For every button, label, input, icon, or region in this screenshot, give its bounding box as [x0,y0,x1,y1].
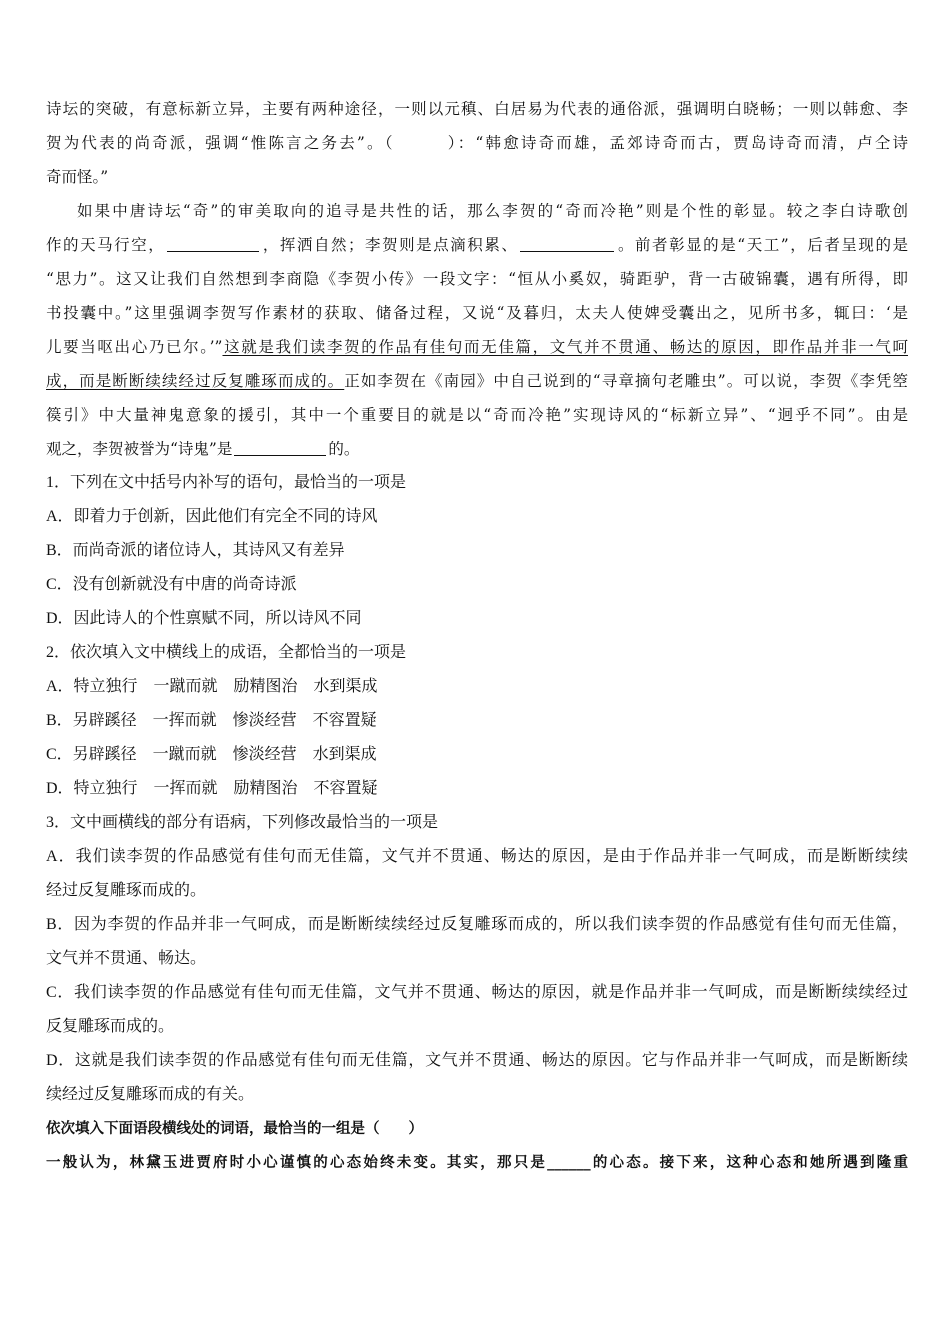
passage-text: 作的天马行空， [46,236,166,254]
option-b[interactable]: B．另辟蹊径 一挥而就 惨淡经营 不容置疑 [46,712,377,729]
fill-blank [520,235,614,252]
option-b-continued[interactable]: 文气并不贯通、畅达。 [46,950,207,967]
passage-line: 书投囊中。”这里强调李贺写作素材的获取、储备过程，又说“及暮归，太夫人使婢受囊出之，见所书多，辄曰：‘是 [46,304,908,322]
option-d-continued[interactable]: 续经过反复雕琢而成的有关。 [46,1086,255,1103]
passage-text: ，挥洒自然；李贺则是点滴积累、 [261,236,519,254]
passage-line: “思力”。这又让我们自然想到李商隐《李贺小传》一段文字：“恒从小奚奴，骑距驴，背一古破锦囊，遇有所得，即 [46,270,908,288]
option-c-continued[interactable]: 反复雕琢而成的。 [46,1018,175,1035]
option-a[interactable]: A．我们读李贺的作品感觉有佳句而无佳篇，文气并不贯通、畅达的原因，是由于作品并非一气呵成，而是断断续续 [46,848,908,865]
option-a[interactable]: A．特立独行 一蹴而就 励精图治 水到渠成 [46,678,378,695]
question-1: 1．下列在文中括号内补写的语句，最恰当的一项是 [46,474,407,491]
fill-blank [167,235,259,252]
passage-line: 贺为代表的尚奇派，强调“惟陈言之务去”。（ ）：“韩愈诗奇而雄，孟郊诗奇而古，贾岛诗奇而清，卢仝诗 [46,134,908,152]
next-question-title: 依次填入下面语段横线处的词语，最恰当的一组是（ ） [46,1121,423,1137]
passage-text: 观之，李贺被誉为“诗鬼”是 [46,440,233,458]
passage-line [46,330,908,364]
option-d[interactable]: D．特立独行 一挥而就 励精图治 不容置疑 [46,780,378,797]
option-c[interactable]: C．我们读李贺的作品感觉有佳句而无佳篇，文气并不贯通、畅达的原因，就是作品并非一气呵成，而是断断续续经过 [46,984,908,1001]
passage-line [46,364,908,398]
passage-text: 一般认为，林黛玉进贾府时小心谨慎的心态始终未变。其实，那只是 [46,1155,548,1171]
passage-text: 儿要当呕出心乃已尔。’” [46,338,223,356]
option-a-continued[interactable]: 经过反复雕琢而成的。 [46,882,207,899]
passage-line: 诗坛的突破，有意标新立异，主要有两种途径，一则以元稹、白居易为代表的通俗派，强调明白晓畅；一则以韩愈、李 [46,100,908,118]
next-question-text [46,1146,908,1180]
passage-text: 的。 [328,440,360,458]
option-c[interactable]: C．另辟蹊径 一蹴而就 惨淡经营 水到渠成 [46,746,377,763]
passage-text: 的心态。接下来，这种心态和她所遇到隆重 [590,1155,908,1171]
option-d[interactable]: D．因此诗人的个性禀赋不同，所以诗风不同 [46,610,362,627]
passage-line [46,228,908,262]
question-2: 2．依次填入文中横线上的成语，全都恰当的一项是 [46,644,407,661]
document-page [46,92,908,1180]
passage-line [46,432,908,466]
fill-blank: ______ [547,1155,591,1171]
fill-blank [234,439,326,456]
option-d[interactable]: D．这就是我们读李贺的作品感觉有佳句而无佳篇，文气并不贯通、畅达的原因。它与作品并非一气呵成，而是断断续 [46,1052,908,1069]
option-a[interactable]: A．即着力于创新，因此他们有完全不同的诗风 [46,508,378,525]
passage-line: 篌引》中大量神鬼意象的援引，其中一个重要目的就是以“奇而冷艳”实现诗风的“标新立异”、“迥乎不同”。由是 [46,406,908,424]
passage-text: 。前者彰显的是“天工”，后者呈现的是 [616,236,908,254]
option-b[interactable]: B．而尚奇派的诸位诗人，其诗风又有差异 [46,542,345,559]
question-3: 3．文中画横线的部分有语病，下列修改最恰当的一项是 [46,814,439,831]
underlined-sentence: 这就是我们读李贺的作品有佳句而无佳篇，文气并不贯通、畅达的原因，即作品并非一气呵 [222,338,908,356]
passage-text: 正如李贺在《南园》中自己说到的“寻章摘句老雕虫”。可以说，李贺《李凭箜 [344,372,908,390]
option-b[interactable]: B．因为李贺的作品并非一气呵成，而是断断续续经过反复雕琢而成的，所以我们读李贺的作品感觉有佳句而无佳篇， [46,916,908,933]
underlined-sentence: 成，而是断断续续经过反复雕琢而成的。 [46,372,345,390]
passage-line: 如果中唐诗坛“奇”的审美取向的追寻是共性的话，那么李贺的“奇而冷艳”则是个性的彰显。较之李白诗歌创 [77,202,908,220]
option-c[interactable]: C．没有创新就没有中唐的尚奇诗派 [46,576,297,593]
passage-line: 奇而怪。” [46,168,109,186]
